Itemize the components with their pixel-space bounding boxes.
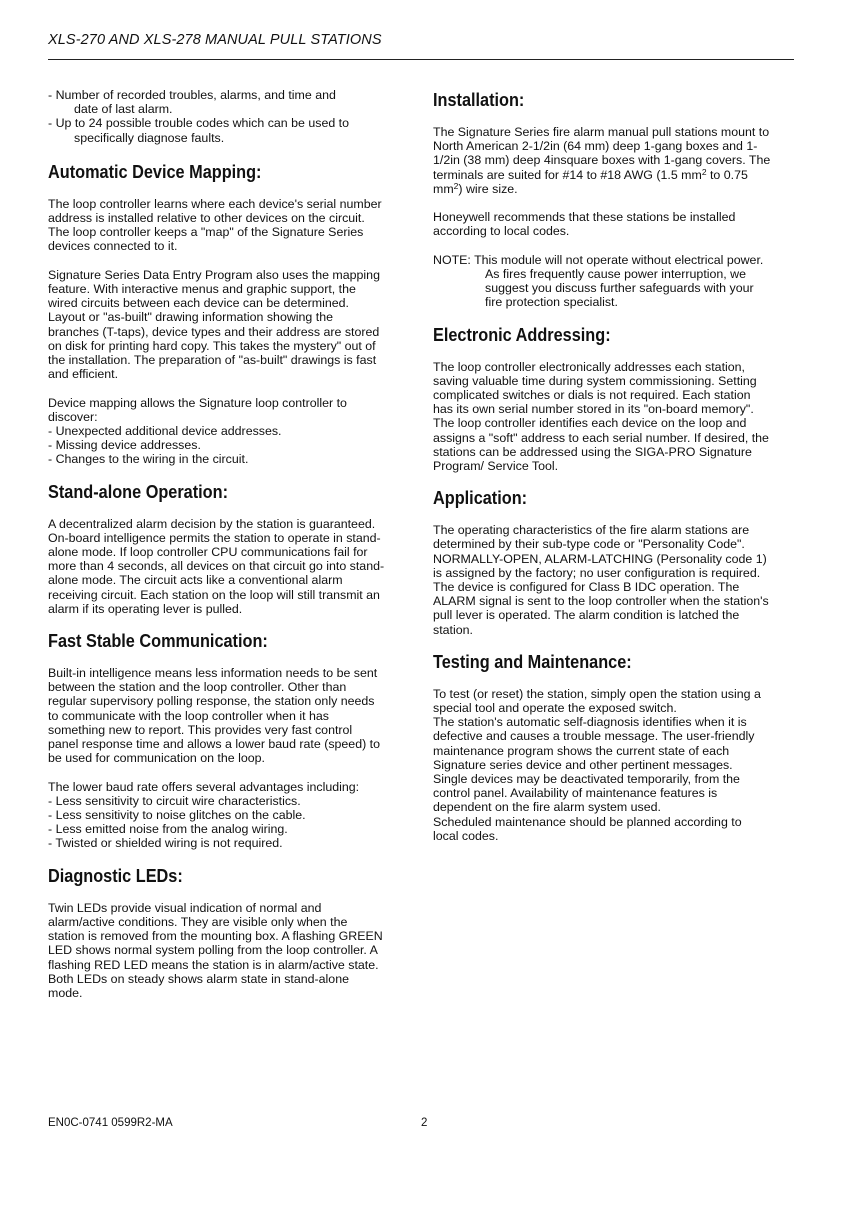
text-line: Twin LEDs provide visual indication of normal and <box>48 900 322 915</box>
text-line: Signature Series Data Entry Program also uses the mapping <box>48 267 380 282</box>
text-line: Scheduled maintenance should be planned according to <box>433 814 742 829</box>
text-span: ) wire size. <box>458 181 518 196</box>
text-line: The loop controller keeps a "map" of the Signature Series <box>48 225 364 240</box>
list-item: date of last alarm. <box>74 102 173 117</box>
text-line: feature. With interactive menus and graphic support, the <box>48 282 356 297</box>
text-line: according to local codes. <box>433 224 570 239</box>
text-line: 1/2in (38 mm) deep 4insquare boxes with 1-gang covers. The <box>433 153 771 168</box>
header-divider <box>48 59 794 60</box>
list-item: - Twisted or shielded wiring is not required. <box>48 836 283 851</box>
paragraph <box>433 210 796 238</box>
section-heading-installation: Installation: <box>433 89 525 110</box>
text-line: The loop controller learns where each device's serial number <box>48 196 382 211</box>
text-line: Single devices may be deactivated temporarily, from the <box>433 772 740 787</box>
text-line: more than 4 seconds, all devices on that circuit go into stand- <box>48 559 385 574</box>
paragraph <box>48 666 410 765</box>
text-line: maintenance program shows the current state of each <box>433 743 730 758</box>
text-line: Signature series device and other pertinent messages. <box>433 757 733 772</box>
paragraph <box>48 517 410 616</box>
text-line: Device mapping allows the Signature loop controller to <box>48 395 347 410</box>
text-line: dependent on the fire alarm system used. <box>433 800 661 815</box>
list-item: - Less sensitivity to noise glitches on the cable. <box>48 808 306 823</box>
right-column <box>433 89 796 843</box>
text-line: Both LEDs on steady shows alarm state in stand-alone <box>48 971 349 986</box>
text-line: The lower baud rate offers several advantages including: <box>48 779 360 794</box>
page-header-title: XLS-270 AND XLS-278 MANUAL PULL STATIONS <box>48 32 382 48</box>
superscript: 2 <box>453 180 459 191</box>
text-line: station is removed from the mounting box. A flashing GREEN <box>48 929 383 944</box>
text-line: alarm/active conditions. They are visible only when the <box>48 914 348 929</box>
text-line: between the station and the loop controller. Other than <box>48 680 347 695</box>
text-line: panel response time and allows a lower baud rate (speed) to <box>48 737 380 752</box>
text-line: alone mode. The circuit acts like a conventional alarm <box>48 573 343 588</box>
text-line: NORMALLY-OPEN, ALARM-LATCHING (Personality code 1) <box>433 551 767 566</box>
list-item: - Changes to the wiring in the circuit. <box>48 452 249 467</box>
text-line: is assigned by the factory; no user configuration is required. <box>433 565 761 580</box>
text-line: The station's automatic self-diagnosis identifies when it is <box>433 715 747 730</box>
list-item: specifically diagnose faults. <box>74 130 225 145</box>
text-line: and efficient. <box>48 367 119 382</box>
paragraph <box>48 396 410 467</box>
note-text: As fires frequently cause power interruption, we <box>485 267 747 281</box>
intro-list <box>48 88 410 145</box>
section-heading-testing-maintenance: Testing and Maintenance: <box>433 650 632 672</box>
text-span: mm <box>433 181 454 196</box>
paragraph <box>48 197 410 254</box>
text-line: complicated switches or dials is not required. Each station <box>433 388 751 403</box>
text-line: alone mode. If loop controller CPU communications fail for <box>48 545 368 560</box>
list-item: - Up to 24 possible trouble codes which can be used to <box>48 116 349 131</box>
text-line: stations can be addressed using the SIGA-PRO Signature <box>433 444 752 459</box>
text-line: station. <box>433 622 473 637</box>
text-line: something new to report. This provides very fast control <box>48 722 353 737</box>
text-line: saving valuable time during system commissioning. Setting <box>433 373 757 388</box>
text-line: devices connected to it. <box>48 239 178 254</box>
section-heading-diagnostic-leds: Diagnostic LEDs: <box>48 864 183 886</box>
text-line: pull lever is operated. The alarm condition is latched the <box>433 608 740 623</box>
section-heading-fast-communication: Fast Stable Communication: <box>48 630 268 652</box>
paragraph <box>48 268 410 382</box>
left-column <box>48 88 410 1000</box>
text-line: Layout or "as-built" drawing information showing the <box>48 310 333 325</box>
paragraph <box>433 687 796 843</box>
text-line: Honeywell recommends that these stations be installed <box>433 210 736 225</box>
superscript: 2 <box>701 166 707 177</box>
list-item: - Number of recorded troubles, alarms, and time and <box>48 88 336 102</box>
note-text: suggest you discuss further safeguards with your <box>485 281 754 296</box>
text-line: The device is configured for Class B IDC operation. The <box>433 580 740 595</box>
text-line: control panel. Availability of maintenance features is <box>433 786 718 801</box>
text-span: to 0.75 <box>706 167 748 182</box>
text-line: local codes. <box>433 828 499 843</box>
text-line: address is installed relative to other devices on the circuit. <box>48 211 365 226</box>
section-heading-standalone: Stand-alone Operation: <box>48 480 229 502</box>
section-heading-application: Application: <box>433 487 528 509</box>
text-line: determined by their sub-type code or "Personality Code". <box>433 537 745 552</box>
text-line: The loop controller identifies each device on the loop and <box>433 416 747 431</box>
list-item: - Less emitted noise from the analog wiring. <box>48 822 288 837</box>
text-line: ALARM signal is sent to the loop controller when the station's <box>433 594 769 609</box>
text-line: assigns a "soft" address to each serial number. If desired, the <box>433 430 769 445</box>
section-heading-mapping: Automatic Device Mapping: <box>48 160 262 182</box>
text-line <box>433 168 796 182</box>
paragraph <box>433 523 796 637</box>
text-line: be used for communication on the loop. <box>48 751 265 766</box>
text-span: terminals are suited for #14 to #18 AWG (1.5 mm <box>433 167 702 182</box>
text-line: The loop controller electronically addresses each station, <box>433 359 745 374</box>
text-line: has its own serial number stored in its "on-board memory". <box>433 402 754 417</box>
text-line: receiving circuit. Each station on the loop will still transmit an <box>48 587 380 602</box>
paragraph <box>48 901 410 1000</box>
paragraph <box>48 780 410 851</box>
list-item: - Unexpected additional device addresses. <box>48 424 282 439</box>
text-line: Built-in intelligence means less information needs to be sent <box>48 666 378 681</box>
text-line: the installation. The preparation of "as-built" drawings is fast <box>48 353 377 368</box>
text-line: flashing RED LED means the station is in alarm/active state. <box>48 957 379 972</box>
footer-page-number: 2 <box>421 1117 428 1129</box>
text-line: Program/ Service Tool. <box>433 459 559 474</box>
note-text: fire protection specialist. <box>485 295 618 310</box>
text-line: to communicate with the loop controller when it has <box>48 708 329 723</box>
text-line: North American 2-1/2in (64 mm) deep 1-gang boxes and 1- <box>433 139 758 154</box>
text-line: on disk for printing hard copy. This takes the mystery" out of <box>48 338 376 353</box>
list-item: - Less sensitivity to circuit wire characteristics. <box>48 793 301 808</box>
text-line: The operating characteristics of the fire alarm stations are <box>433 523 750 538</box>
text-line: defective and causes a trouble message. The user-friendly <box>433 729 755 744</box>
paragraph <box>433 360 796 474</box>
text-line: On-board intelligence permits the station to operate in stand- <box>48 530 381 545</box>
text-line: wired circuits between each device can be determined. <box>48 296 349 311</box>
text-line: To test (or reset) the station, simply open the station using a <box>433 686 761 701</box>
text-line: regular supervisory polling response, the station only needs <box>48 694 375 709</box>
list-item: - Missing device addresses. <box>48 438 201 453</box>
footer-document-code: EN0C-0741 0599R2-MA <box>48 1117 173 1129</box>
text-line: LED shows normal system polling from the loop controller. A <box>48 943 378 958</box>
note-text: NOTE: This module will not operate without electrical power. <box>433 252 764 267</box>
text-line <box>433 182 796 196</box>
text-line: special tool and operate the exposed switch. <box>433 701 677 716</box>
note <box>433 253 796 310</box>
paragraph <box>433 125 796 196</box>
text-line: discover: <box>48 409 98 424</box>
text-line: branches (T-taps), device types and their address are stored <box>48 324 380 339</box>
text-line: The Signature Series fire alarm manual pull stations mount to <box>433 125 770 139</box>
text-line: alarm if its operating lever is pulled. <box>48 601 243 616</box>
section-heading-electronic-addressing: Electronic Addressing: <box>433 323 611 345</box>
text-line: mode. <box>48 985 83 1000</box>
text-line: A decentralized alarm decision by the station is guaranteed. <box>48 516 376 531</box>
